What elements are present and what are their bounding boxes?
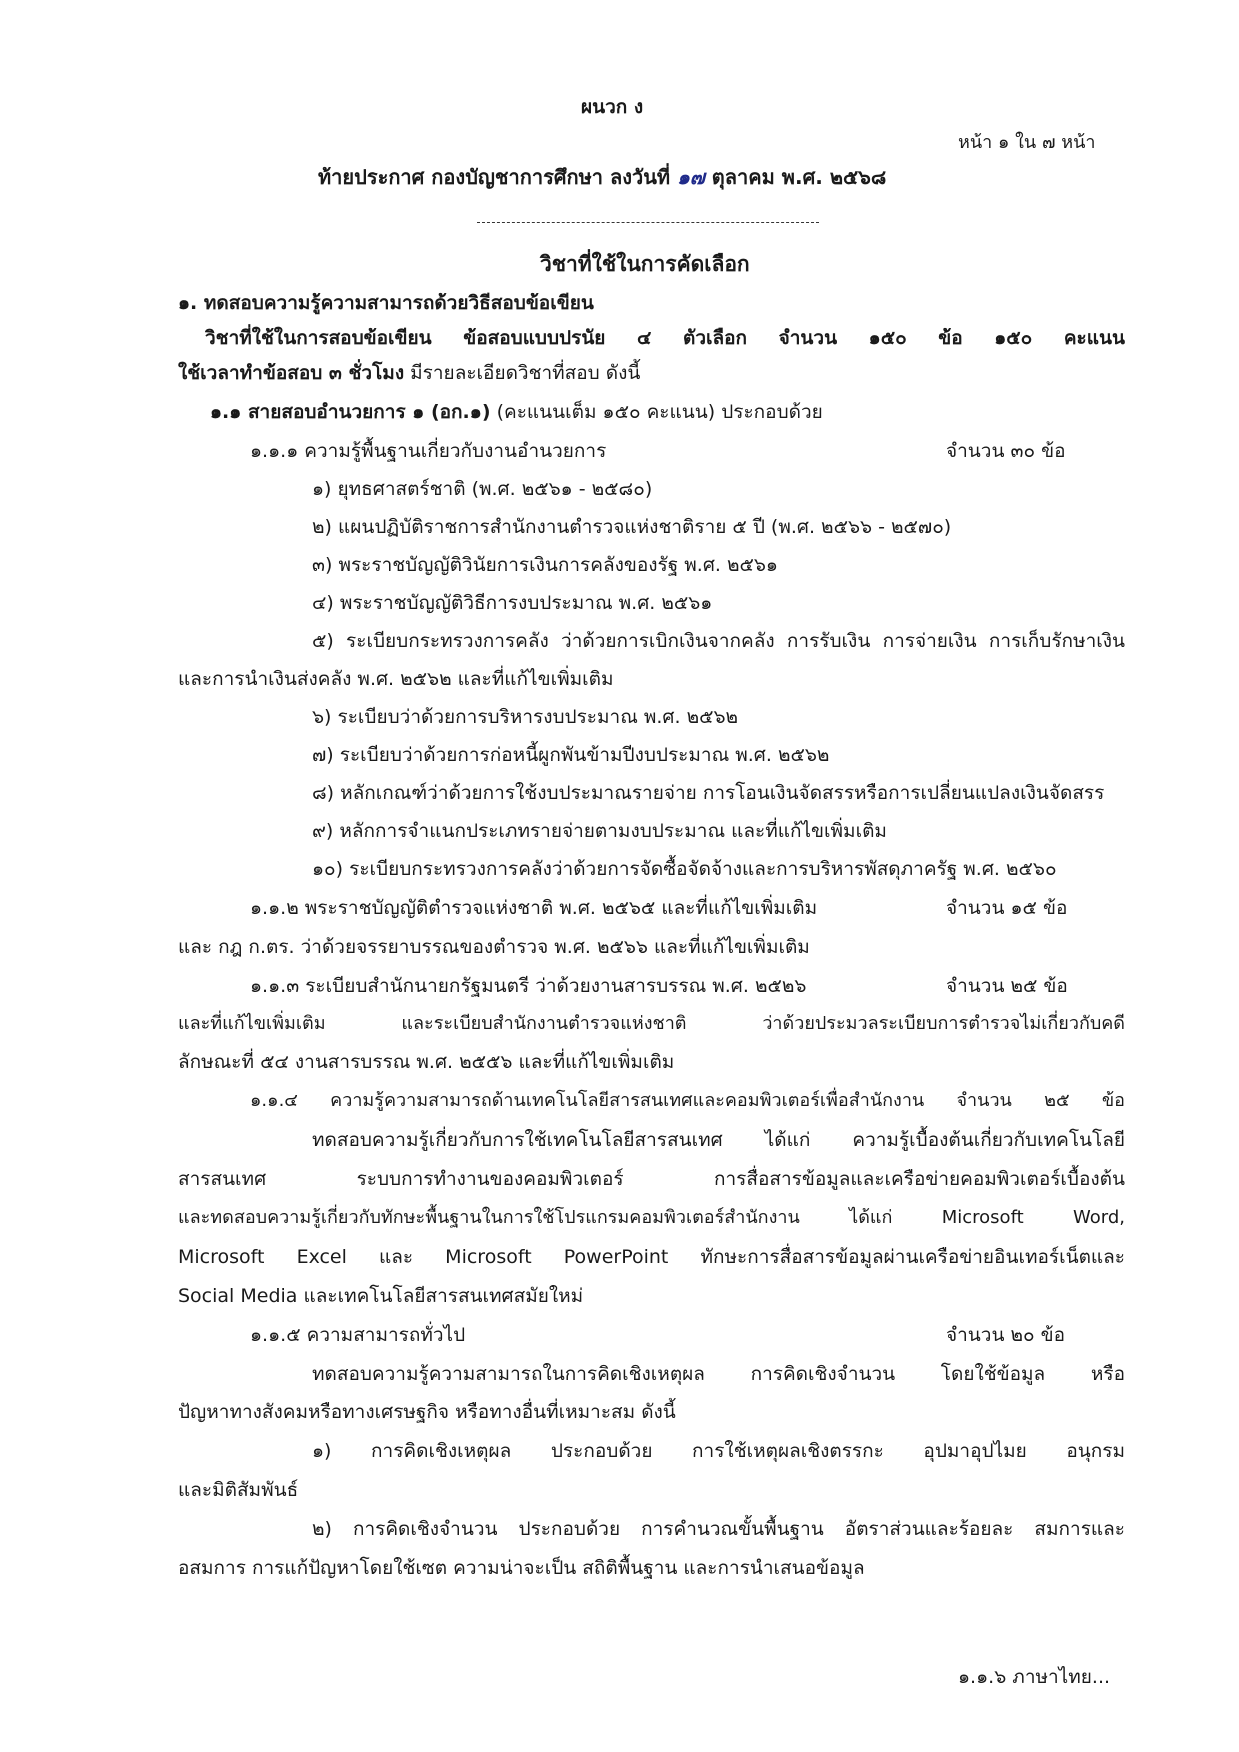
track-heading bbox=[210, 397, 823, 427]
sub5-item2-line: ๒) การคิดเชิงจำนวน ประกอบด้วย การคำนวณขั้นพื้นฐาน อัตราส่วนและร้อยละ สมการและ bbox=[312, 1518, 1125, 1540]
announcement-suffix: ตุลาคม พ.ศ. ๒๕๖๘ bbox=[711, 165, 887, 189]
list-item: ๑) ยุทธศาสตร์ชาติ (พ.ศ. ๒๕๖๑ - ๒๕๘๐) bbox=[312, 478, 653, 500]
sub2-title: ๑.๑.๒ พระราชบัญญัติตำรวจแห่งชาติ พ.ศ. ๒๕๖๕ และที่แก้ไขเพิ่มเติม bbox=[250, 897, 818, 919]
sub4-title: ๑.๑.๔ ความรู้ความสามารถด้านเทคโนโลยีสารสนเทศและคอมพิวเตอร์เพื่อสำนักงาน จำนวน ๒๕ ข้อ bbox=[250, 1090, 1125, 1111]
list-item: ๖) ระเบียบว่าด้วยการบริหารงบประมาณ พ.ศ. ๒๕๖๒ bbox=[312, 706, 739, 728]
list-item: ๔) พระราชบัญญัติวิธีการงบประมาณ พ.ศ. ๒๕๖๑ bbox=[312, 592, 713, 614]
sub5-title: ๑.๑.๕ ความสามารถทั่วไป bbox=[250, 1324, 466, 1346]
sub3-continuation: และที่แก้ไขเพิ่มเติม และระเบียบสำนักงานตำรวจแห่งชาติ ว่าด้วยประมวลระเบียบการตำรวจไม่เกี่ยวกับคดี bbox=[178, 1013, 1125, 1034]
sub2-count: จำนวน ๑๕ ข้อ bbox=[946, 897, 1068, 919]
track-label: ๑.๑ สายสอบอำนวยการ ๑ (อก.๑) bbox=[210, 401, 491, 423]
list-item: ๑๐) ระเบียบกระทรวงการคลังว่าด้วยการจัดซื้อจัดจ้างและการบริหารพัสดุภาครัฐ พ.ศ. ๒๕๖๐ bbox=[312, 858, 1057, 880]
sub4-paragraph-line: Social Media และเทคโนโลยีสารสนเทศสมัยใหม่ bbox=[178, 1285, 584, 1307]
separator-line bbox=[477, 222, 819, 223]
announcement-line bbox=[318, 162, 886, 192]
section1-intro-line2 bbox=[178, 358, 640, 388]
sub5-count: จำนวน ๒๐ ข้อ bbox=[946, 1324, 1066, 1346]
section1-intro-line1: วิชาที่ใช้ในการสอบข้อเขียน ข้อสอบแบบปรนัย ๔ ตัวเลือก จำนวน ๑๕๐ ข้อ ๑๕๐ คะแนน bbox=[205, 327, 1125, 349]
sub1-count: จำนวน ๓๐ ข้อ bbox=[946, 440, 1066, 462]
list-item: ๓) พระราชบัญญัติวินัยการเงินการคลังของรัฐ พ.ศ. ๒๕๖๑ bbox=[312, 554, 778, 576]
list-item: ๘) หลักเกณฑ์ว่าด้วยการใช้งบประมาณรายจ่าย การโอนเงินจัดสรรหรือการเปลี่ยนแปลงเงินจัดสรร bbox=[312, 782, 1105, 804]
sub4-paragraph-line: และทดสอบความรู้เกี่ยวกับทักษะพื้นฐานในการใช้โปรแกรมคอมพิวเตอร์สำนักงาน ได้แก่ Microsoft Word, bbox=[178, 1207, 1125, 1228]
handwritten-day: ๑๗ bbox=[677, 165, 705, 189]
sub5-item1-line: และมิติสัมพันธ์ bbox=[178, 1479, 299, 1501]
continuation-marker: ๑.๑.๖ ภาษาไทย... bbox=[958, 1666, 1111, 1688]
sub1-title: ๑.๑.๑ ความรู้พื้นฐานเกี่ยวกับงานอำนวยการ bbox=[250, 440, 607, 462]
sub3-continuation: ลักษณะที่ ๕๔ งานสารบรรณ พ.ศ. ๒๕๕๖ และที่แก้ไขเพิ่มเติม bbox=[178, 1051, 675, 1073]
track-rest: (คะแนนเต็ม ๑๕๐ คะแนน) ประกอบด้วย bbox=[496, 401, 823, 423]
sub2-continuation: และ กฎ ก.ตร. ว่าด้วยจรรยาบรรณของตำรวจ พ.ศ. ๒๕๖๖ และที่แก้ไขเพิ่มเติม bbox=[178, 936, 810, 958]
exam-details-intro: มีรายละเอียดวิชาที่สอบ ดังนี้ bbox=[410, 362, 641, 384]
list-item: ๕) ระเบียบกระทรวงการคลัง ว่าด้วยการเบิกเงินจากคลัง การรับเงิน การจ่ายเงิน การเก็บรักษาเงิน bbox=[312, 630, 1125, 652]
list-item: ๗) ระเบียบว่าด้วยการก่อหนี้ผูกพันข้ามปีงบประมาณ พ.ศ. ๒๕๖๒ bbox=[312, 744, 830, 766]
section1-heading: ๑. ทดสอบความรู้ความสามารถด้วยวิธีสอบข้อเขียน bbox=[178, 292, 594, 314]
sub5-paragraph-line: ปัญหาทางสังคมหรือทางเศรษฐกิจ หรือทางอื่นที่เหมาะสม ดังนี้ bbox=[178, 1401, 676, 1423]
sub4-paragraph-line: ทดสอบความรู้เกี่ยวกับการใช้เทคโนโลยีสารสนเทศ ได้แก่ ความรู้เบื้องต้นเกี่ยวกับเทคโนโลยี bbox=[312, 1129, 1125, 1151]
sub5-paragraph-line: ทดสอบความรู้ความสามารถในการคิดเชิงเหตุผล การคิดเชิงจำนวน โดยใช้ข้อมูล หรือ bbox=[312, 1363, 1125, 1385]
page-info: หน้า ๑ ใน ๗ หน้า bbox=[958, 132, 1096, 153]
sub3-title: ๑.๑.๓ ระเบียบสำนักนายกรัฐมนตรี ว่าด้วยงานสารบรรณ พ.ศ. ๒๕๒๖ bbox=[250, 975, 807, 997]
exam-duration: ใช้เวลาทำข้อสอบ ๓ ชั่วโมง bbox=[178, 362, 405, 384]
sub5-item2-line: อสมการ การแก้ปัญหาโดยใช้เซต ความน่าจะเป็น สถิติพื้นฐาน และการนำเสนอข้อมูล bbox=[178, 1557, 865, 1579]
list-item: ๒) แผนปฏิบัติราชการสำนักงานตำรวจแห่งชาติราย ๕ ปี (พ.ศ. ๒๕๖๖ - ๒๕๗๐) bbox=[312, 516, 952, 538]
list-item-continuation: และการนำเงินส่งคลัง พ.ศ. ๒๕๖๒ และที่แก้ไขเพิ่มเติม bbox=[178, 668, 614, 690]
annex-label: ผนวก ง bbox=[581, 96, 644, 118]
sub4-paragraph-line: สารสนเทศ ระบบการทำงานของคอมพิวเตอร์ การสื่อสารข้อมูลและเครือข่ายคอมพิวเตอร์เบื้องต้น bbox=[178, 1168, 1125, 1190]
list-item: ๙) หลักการจำแนกประเภทรายจ่ายตามงบประมาณ และที่แก้ไขเพิ่มเติม bbox=[312, 820, 887, 842]
sub4-paragraph-line: Microsoft Excel และ Microsoft PowerPoint ทักษะการสื่อสารข้อมูลผ่านเครือข่ายอินเทอร์เน็ตและ bbox=[178, 1246, 1125, 1268]
section-title: วิชาที่ใช้ในการคัดเลือก bbox=[540, 252, 750, 276]
sub3-count: จำนวน ๒๕ ข้อ bbox=[946, 975, 1068, 997]
announcement-prefix: ท้ายประกาศ กองบัญชาการศึกษา ลงวันที่ bbox=[318, 165, 671, 189]
sub5-item1-line: ๑) การคิดเชิงเหตุผล ประกอบด้วย การใช้เหตุผลเชิงตรรกะ อุปมาอุปไมย อนุกรม bbox=[312, 1440, 1125, 1462]
